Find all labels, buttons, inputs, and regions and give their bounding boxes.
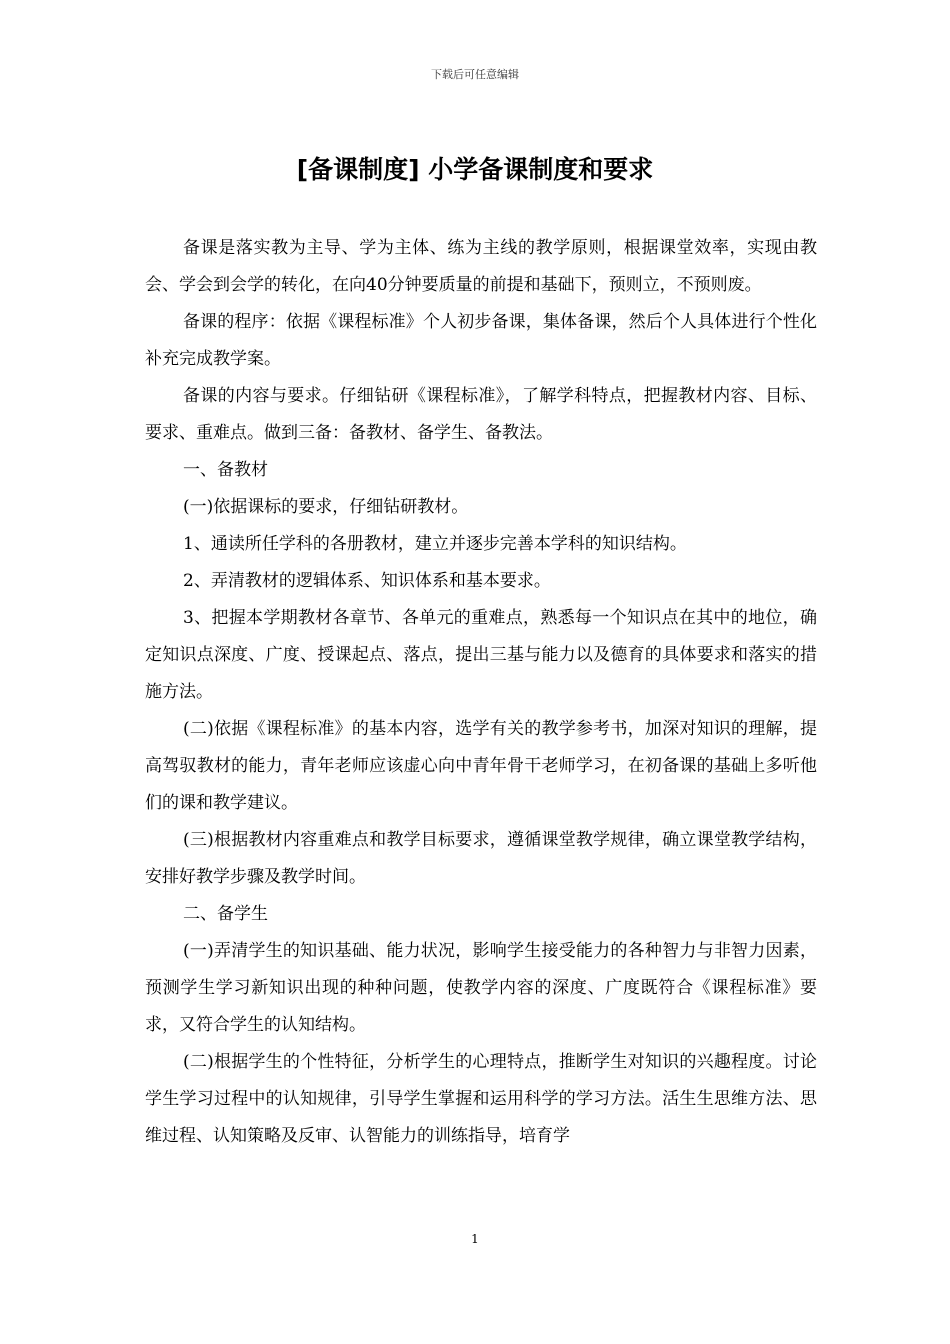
paragraph: (二)根据学生的个性特征，分析学生的心理特点，推断学生对知识的兴趣程度。讨论学生学习过程中的认知规律，引导学生掌握和运用科学的学习方法。活生生思维方法、思维过程、认知策略及反审、认智能力的训练指导，培育学 bbox=[145, 1052, 817, 1146]
section-heading: 二、备学生 bbox=[183, 904, 268, 924]
section-heading: 一、备教材 bbox=[183, 460, 268, 480]
paragraph: (一)依据课标的要求，仔细钻研教材。 bbox=[183, 497, 469, 517]
paragraph: 2、弄清教材的逻辑体系、知识体系和基本要求。 bbox=[183, 571, 551, 591]
paragraph: 备课是落实教为主导、学为主体、练为主线的教学原则，根据课堂效率，实现由教会、学会到会学的转化，在向40分钟要质量的前提和基础下，预则立，不预则废。 bbox=[145, 238, 817, 295]
page-header: 下载后可任意编辑 bbox=[431, 68, 519, 81]
document-body bbox=[145, 230, 817, 1155]
paragraph: 1、通读所任学科的各册教材，建立并逐步完善本学科的知识结构。 bbox=[183, 534, 687, 554]
paragraph: 备课的程序：依据《课程标准》个人初步备课，集体备课，然后个人具体进行个性化补充完成教学案。 bbox=[145, 312, 817, 369]
paragraph: (三)根据教材内容重难点和教学目标要求，遵循课堂教学规律，确立课堂教学结构，安排好教学步骤及教学时间。 bbox=[145, 830, 817, 887]
paragraph: 3、把握本学期教材各章节、各单元的重难点，熟悉每一个知识点在其中的地位，确定知识点深度、广度、授课起点、落点，提出三基与能力以及德育的具体要求和落实的措施方法。 bbox=[145, 608, 817, 702]
paragraph: 备课的内容与要求。仔细钻研《课程标准》，了解学科特点，把握教材内容、目标、要求、重难点。做到三备：备教材、备学生、备教法。 bbox=[145, 386, 817, 443]
document-title: [备课制度] 小学备课制度和要求 bbox=[296, 155, 654, 184]
page-number: 1 bbox=[471, 1232, 479, 1246]
paragraph: (一)弄清学生的知识基础、能力状况，影响学生接受能力的各种智力与非智力因素，预测学生学习新知识出现的种种问题，使教学内容的深度、广度既符合《课程标准》要求，又符合学生的认知结构。 bbox=[145, 941, 817, 1035]
paragraph: (二)依据《课程标准》的基本内容，选学有关的教学参考书，加深对知识的理解，提高驾驭教材的能力，青年老师应该虚心向中青年骨干老师学习，在初备课的基础上多听他们的课和教学建议。 bbox=[145, 719, 817, 813]
